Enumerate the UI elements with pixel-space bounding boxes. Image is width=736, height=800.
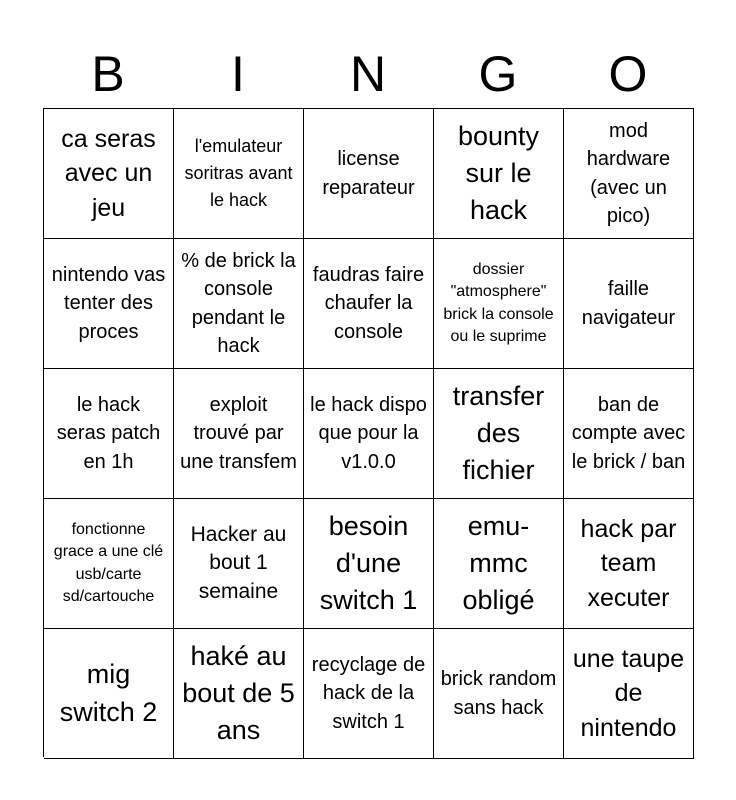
- header-letter-n: N: [349, 46, 387, 102]
- cell-text: nintendo vas tenter des proces: [51, 263, 166, 343]
- cell-text: le hack dispo que pour la v1.0.0: [310, 393, 427, 473]
- bingo-cell[interactable]: [304, 629, 434, 759]
- bingo-cell[interactable]: [174, 629, 304, 759]
- bingo-cell[interactable]: [174, 369, 304, 499]
- cell-text: % de brick la console pendant le hack: [181, 249, 296, 357]
- cell-text: le hack seras patch en 1h: [56, 393, 161, 473]
- bingo-cell[interactable]: [304, 109, 434, 239]
- bingo-cell[interactable]: [174, 239, 304, 369]
- bingo-header: [43, 40, 693, 108]
- cell-text: faudras faire chaufer la console: [312, 263, 425, 343]
- cell-text: emu-mmc obligé: [462, 510, 535, 616]
- cell-text: mig switch 2: [59, 659, 158, 727]
- cell-text: exploit trouvé par une transfem: [180, 393, 297, 473]
- header-letter-g: G: [478, 46, 518, 102]
- cell-text: dossier "atmosphere" brick la console ou le suprime: [443, 261, 554, 345]
- bingo-cell[interactable]: [564, 499, 694, 629]
- bingo-cell[interactable]: [174, 499, 304, 629]
- bingo-cell[interactable]: [434, 629, 564, 759]
- cell-text: besoin d'une switch 1: [319, 510, 418, 616]
- header-letter-o: O: [608, 46, 648, 102]
- cell-text: license reparateur: [322, 148, 415, 199]
- bingo-cell[interactable]: [304, 499, 434, 629]
- cell-text: Hacker au bout 1 semaine: [190, 522, 287, 603]
- cell-text: transfer des fichier: [452, 380, 545, 486]
- cell-text: fonctionne grace a une clé usb/carte sd/cartouche: [53, 521, 164, 605]
- bingo-cell[interactable]: [44, 109, 174, 239]
- bingo-cell[interactable]: [434, 239, 564, 369]
- header-letter-b: B: [91, 46, 125, 102]
- bingo-cell[interactable]: [434, 109, 564, 239]
- bingo-grid: [43, 108, 694, 757]
- cell-text: recyclage de hack de la switch 1: [311, 653, 426, 733]
- cell-text: hack par team xecuter: [580, 514, 677, 612]
- bingo-cell[interactable]: [564, 239, 694, 369]
- bingo-cell[interactable]: [174, 109, 304, 239]
- cell-text: l'emulateur soritras avant le hack: [184, 136, 293, 210]
- header-letter-i: I: [231, 46, 245, 102]
- cell-text: ban de compte avec le brick / ban: [571, 393, 686, 473]
- cell-text: mod hardware (avec un pico): [586, 119, 671, 227]
- cell-text: faille navigateur: [581, 278, 676, 329]
- cell-text: bounty sur le hack: [457, 120, 540, 226]
- cell-text: haké au bout de 5 ans: [182, 640, 295, 746]
- bingo-cell[interactable]: [44, 369, 174, 499]
- bingo-cell[interactable]: [44, 499, 174, 629]
- bingo-cell[interactable]: [44, 239, 174, 369]
- bingo-cell[interactable]: [304, 369, 434, 499]
- bingo-cell[interactable]: [44, 629, 174, 759]
- cell-text: brick random sans hack: [440, 668, 557, 719]
- bingo-cell[interactable]: [564, 629, 694, 759]
- bingo-cell[interactable]: [564, 109, 694, 239]
- bingo-cell[interactable]: [564, 369, 694, 499]
- bingo-cell[interactable]: [434, 499, 564, 629]
- bingo-cell[interactable]: [434, 369, 564, 499]
- bingo-cell[interactable]: [304, 239, 434, 369]
- cell-text: ca seras avec un jeu: [61, 124, 156, 222]
- cell-text: une taupe de nintendo: [572, 644, 685, 742]
